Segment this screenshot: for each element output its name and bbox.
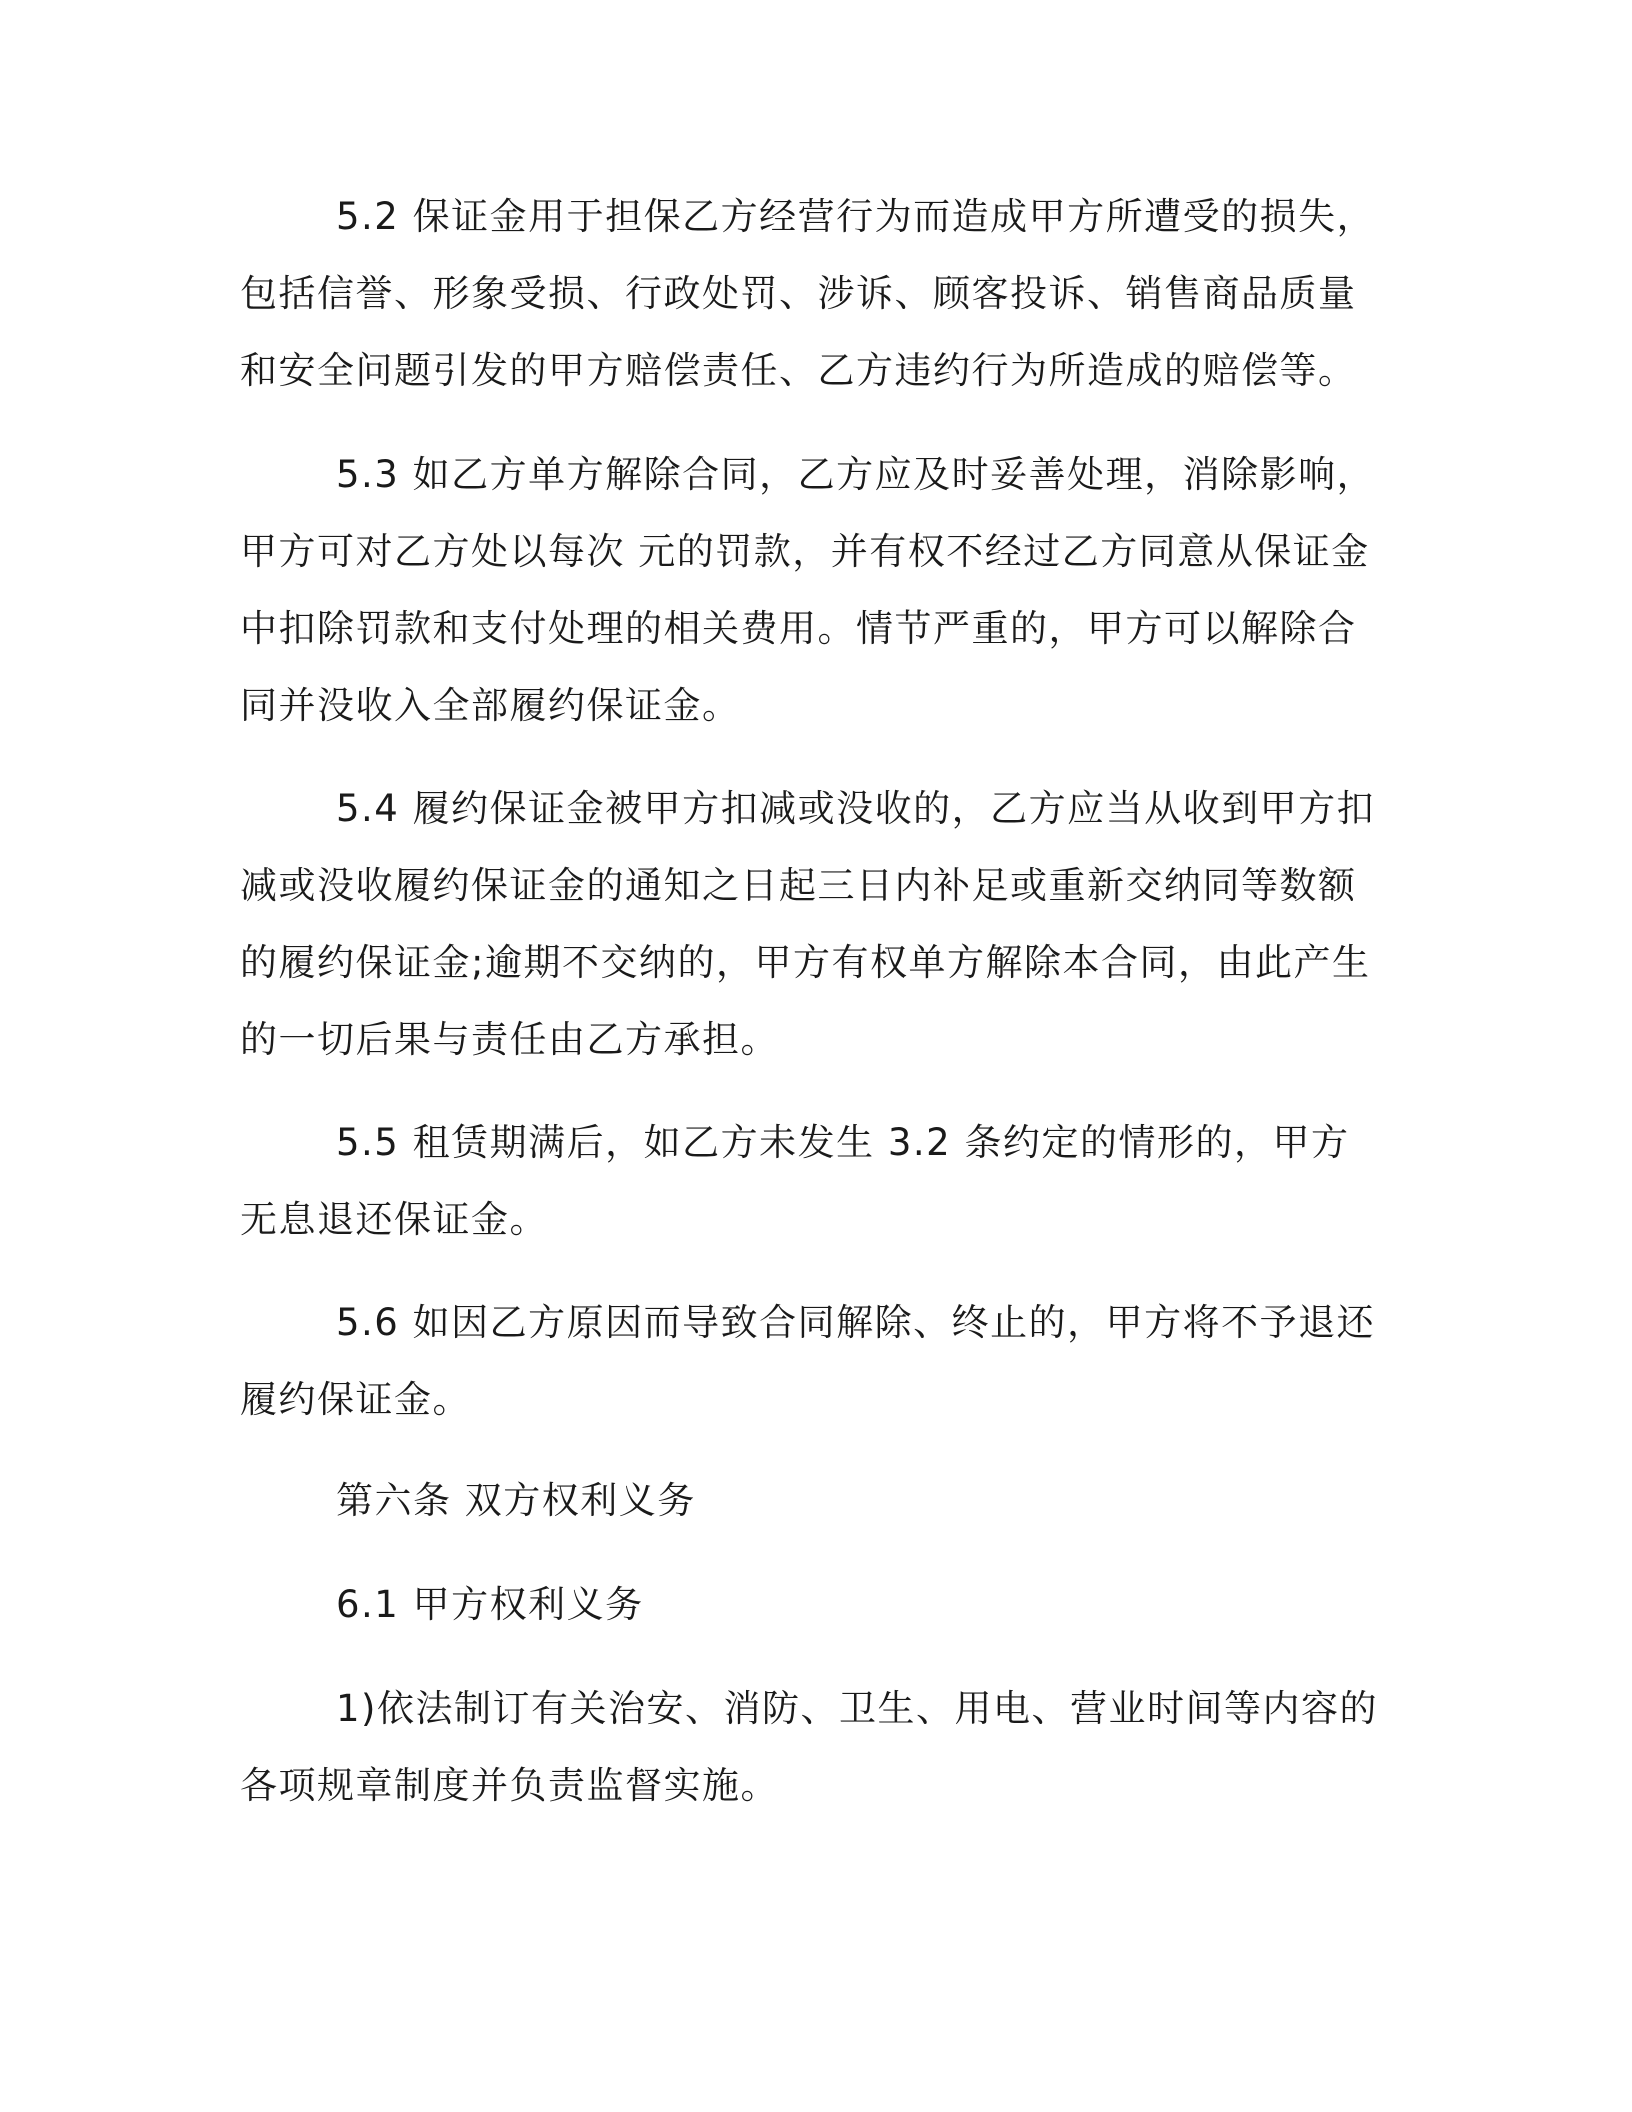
clause-5-4: 5.4 履约保证金被甲方扣减或没收的，乙方应当从收到甲方扣减或没收履约保证金的通知之日起三日内补足或重新交纳同等数额的履约保证金;逾期不交纳的，甲方有权单方解除本合同，由此产生的一切后果与责任由乙方承担。 [240, 787, 1376, 1061]
article-6-heading: 第六条 双方权利义务 [336, 1479, 696, 1522]
section-6-1-heading: 6.1 甲方权利义务 [336, 1583, 644, 1626]
clause-5-3: 5.3 如乙方单方解除合同，乙方应及时妥善处理，消除影响，甲方可对乙方处以每次 元的罚款，并有权不经过乙方同意从保证金中扣除罚款和支付处理的相关费用。情节严重的，甲方可以解除合同并没收入全部履约保证金。 [240, 453, 1376, 727]
clause-5-2: 5.2 保证金用于担保乙方经营行为而造成甲方所遭受的损失，包括信誉、形象受损、行政处罚、涉诉、顾客投诉、销售商品质量和安全问题引发的甲方赔偿责任、乙方违约行为所造成的赔偿等。 [240, 195, 1376, 392]
clause-5-6: 5.6 如因乙方原因而导致合同解除、终止的，甲方将不予退还履约保证金。 [240, 1301, 1376, 1421]
clause-5-5: 5.5 租赁期满后，如乙方未发生 3.2 条约定的情形的，甲方无息退还保证金。 [240, 1121, 1350, 1241]
item-1: 1)依法制订有关治安、消防、卫生、用电、营业时间等内容的各项规章制度并负责监督实施。 [240, 1687, 1378, 1807]
